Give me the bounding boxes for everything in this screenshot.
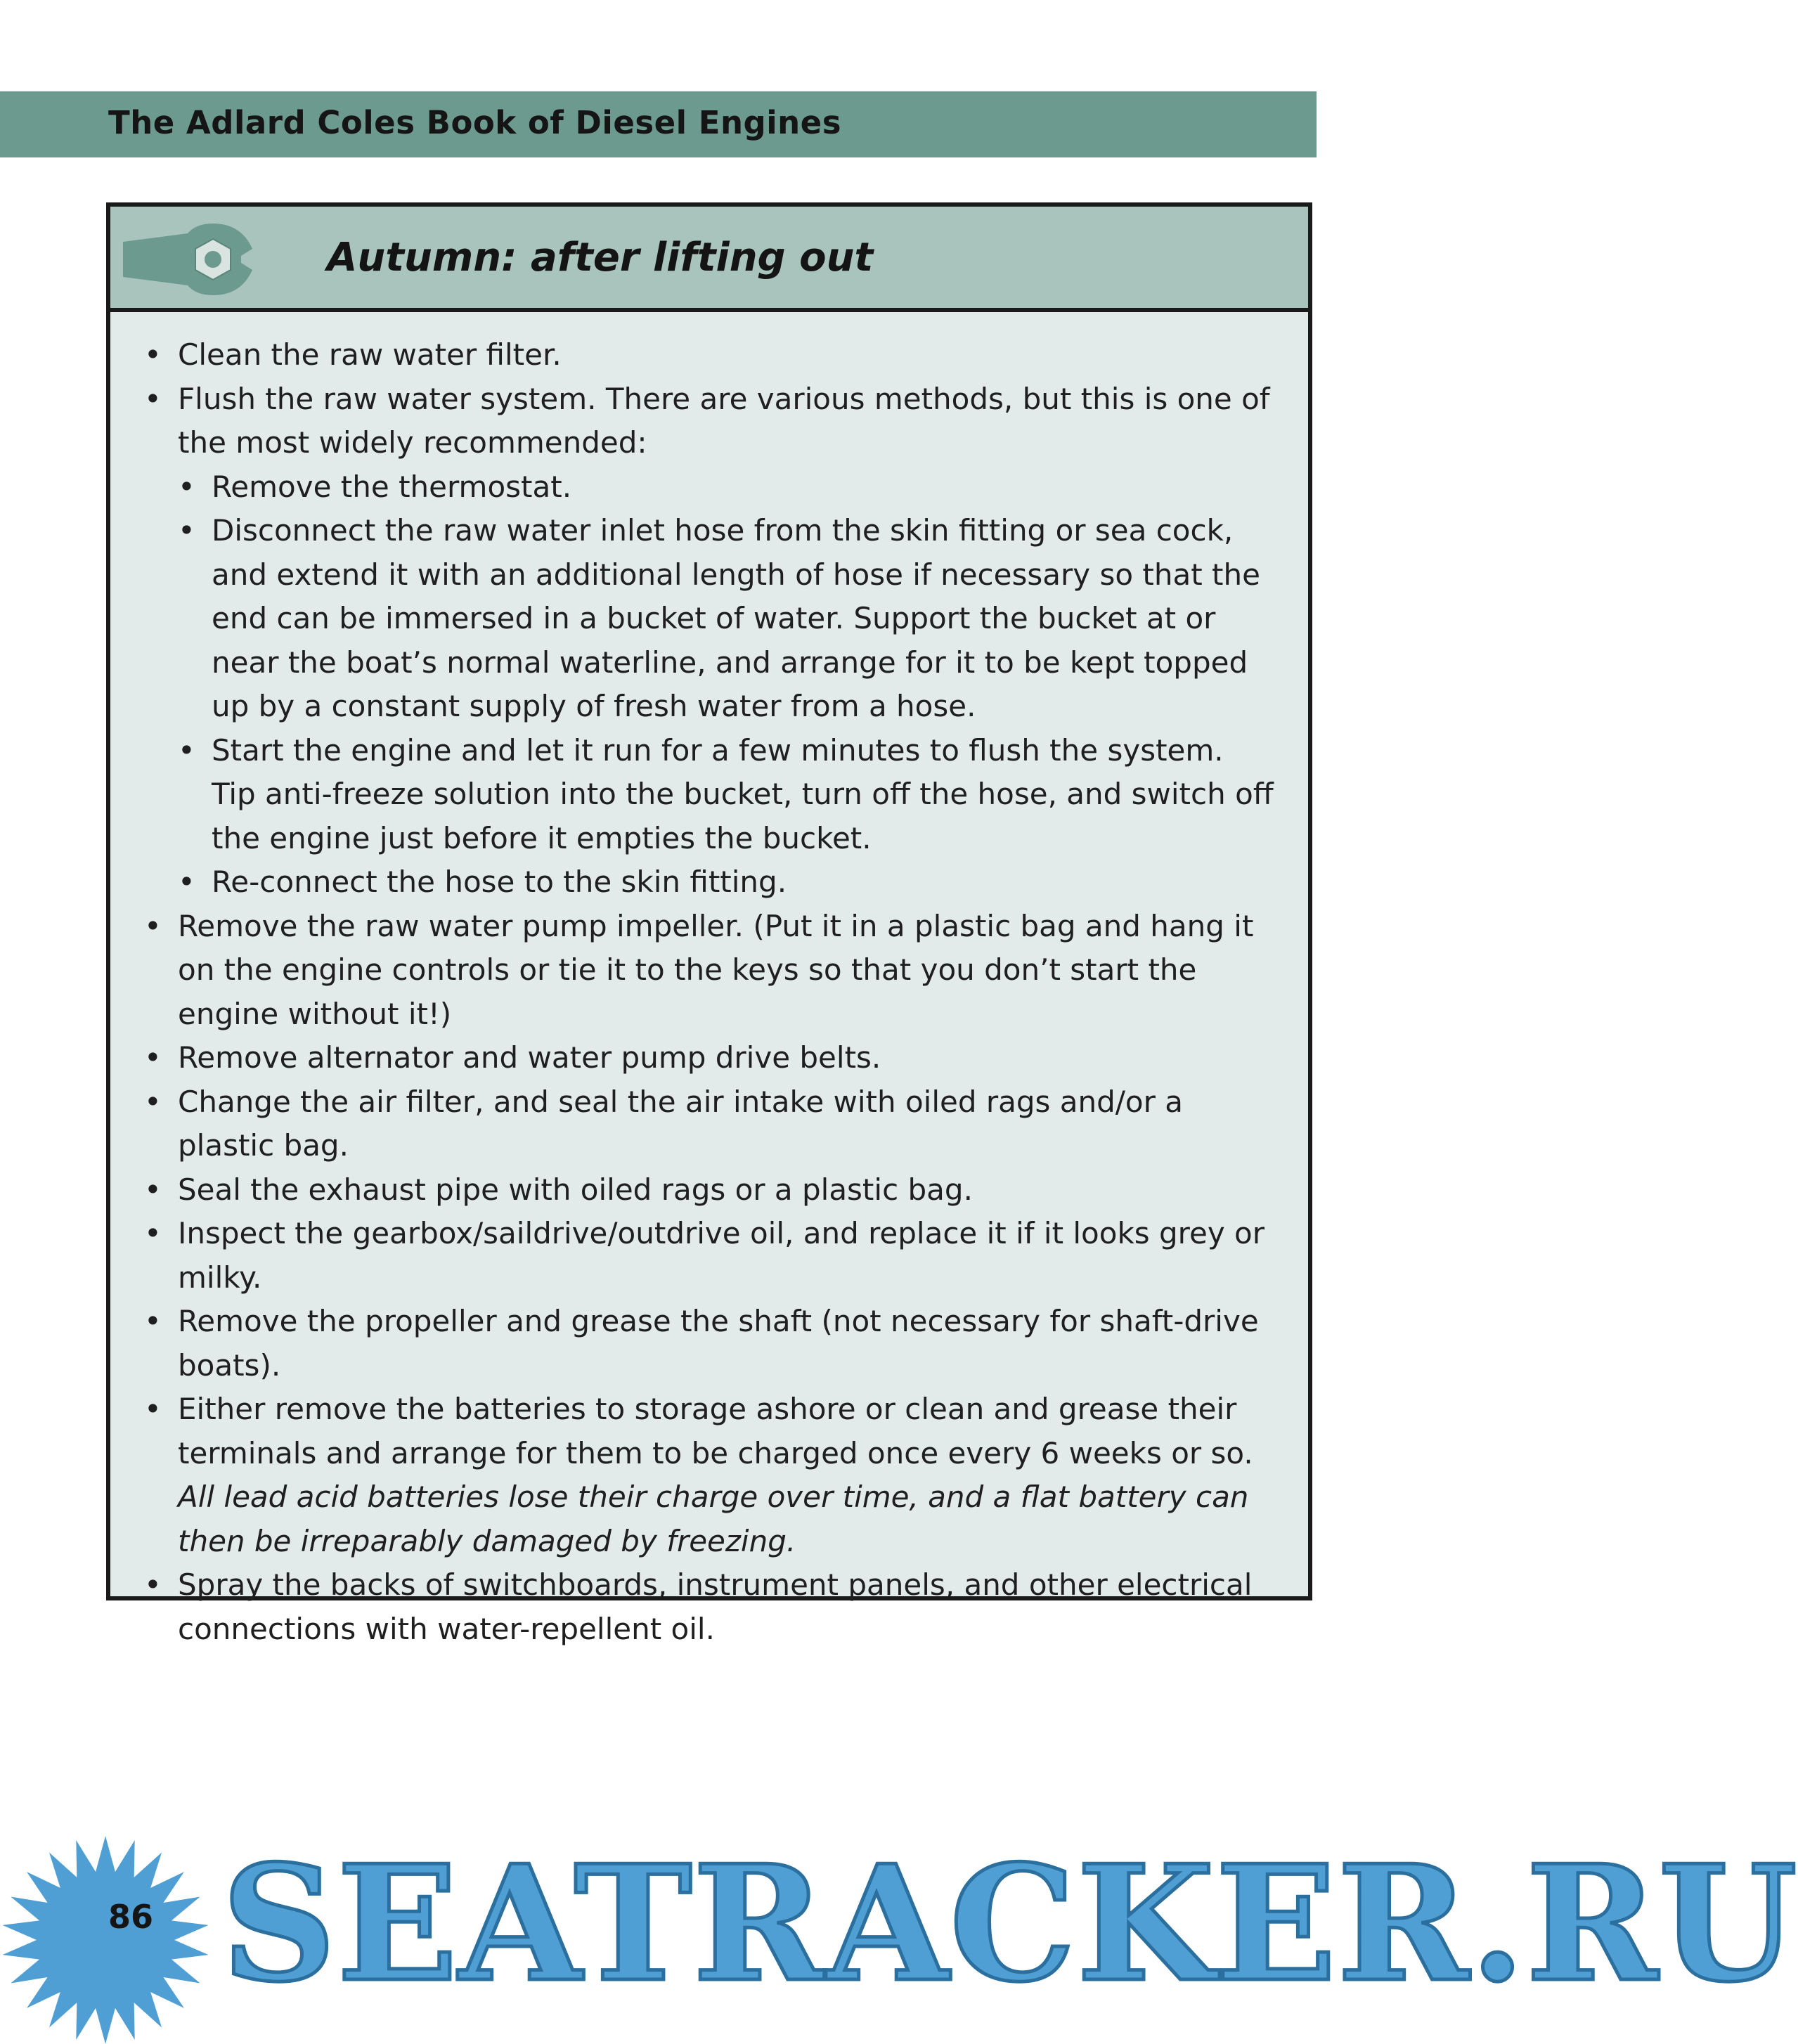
task-item xyxy=(110,1563,1308,1651)
task-text: Remove the raw water pump impeller. (Put it in a plastic bag and hang it on the engine controls or tie it to the keys so that you don’t start the engine without it!) xyxy=(178,908,1254,1031)
task-list xyxy=(110,333,1308,1651)
subtask-text: Remove the thermostat. xyxy=(212,469,572,504)
panel-header xyxy=(110,207,1308,312)
subtask-list xyxy=(178,465,1276,905)
task-item xyxy=(110,905,1308,1037)
panel-title: Autumn: after lifting out xyxy=(327,235,874,280)
subtask-item xyxy=(178,860,1276,905)
task-text: Change the air filter, and seal the air intake with oiled rags and/or a plastic bag. xyxy=(178,1084,1183,1163)
task-item xyxy=(110,1300,1308,1388)
maintenance-panel xyxy=(106,202,1312,1646)
running-header xyxy=(0,91,1317,157)
task-item xyxy=(110,1168,1308,1212)
subtask-text: Re-connect the hose to the skin fitting. xyxy=(212,865,787,899)
task-text: Inspect the gearbox/saildrive/outdrive oil, and replace it if it looks grey or milky. xyxy=(178,1216,1265,1295)
task-text: Spray the backs of switchboards, instrument panels, and other electrical connections with water-repellent oil. xyxy=(178,1567,1253,1646)
task-text: Remove alternator and water pump drive belts. xyxy=(178,1040,881,1075)
task-text: Either remove the batteries to storage ashore or clean and grease their terminals and arrange for them to be charged once every 6 weeks or so. xyxy=(178,1392,1253,1470)
task-item xyxy=(110,333,1308,377)
subtask-item xyxy=(178,729,1276,861)
watermark: SEATRACKER.RU xyxy=(221,1831,1798,2017)
task-item xyxy=(110,1080,1308,1168)
spanner-nut-icon xyxy=(123,221,264,298)
task-text: Seal the exhaust pipe with oiled rags or a plastic bag. xyxy=(178,1172,973,1207)
task-text: Clean the raw water filter. xyxy=(178,337,562,372)
task-text: Flush the raw water system. There are various methods, but this is one of the most widely recommended: xyxy=(178,381,1270,460)
subtask-item xyxy=(178,465,1276,510)
task-note: All lead acid batteries lose their charge over time, and a flat battery can then be irreparably damaged by freezing. xyxy=(178,1480,1249,1558)
task-text: Remove the propeller and grease the shaft (not necessary for shaft-drive boats). xyxy=(178,1304,1259,1383)
page-number: 86 xyxy=(108,1898,154,1936)
subtask-item xyxy=(178,509,1276,729)
task-item xyxy=(110,1036,1308,1080)
starburst-badge-icon xyxy=(0,1835,211,2044)
task-item xyxy=(110,1388,1308,1563)
subtask-text: Start the engine and let it run for a few minutes to flush the system. Tip anti-freeze solution into the bucket, turn off the hose, and switch off the engine just before it empties the bucket. xyxy=(212,732,1274,855)
task-item xyxy=(110,1212,1308,1300)
task-item xyxy=(110,377,1308,905)
subtask-text: Disconnect the raw water inlet hose from the skin fitting or sea cock, and extend it with an additional length of hose if necessary so that the end can be immersed in a bucket of water. Support the bucket at or near the boat’s normal waterline, and arrange for it to be kept topped up by a constant supply of fresh water from a hose. xyxy=(212,513,1260,723)
running-header-title: The Adlard Coles Book of Diesel Engines xyxy=(108,104,841,141)
